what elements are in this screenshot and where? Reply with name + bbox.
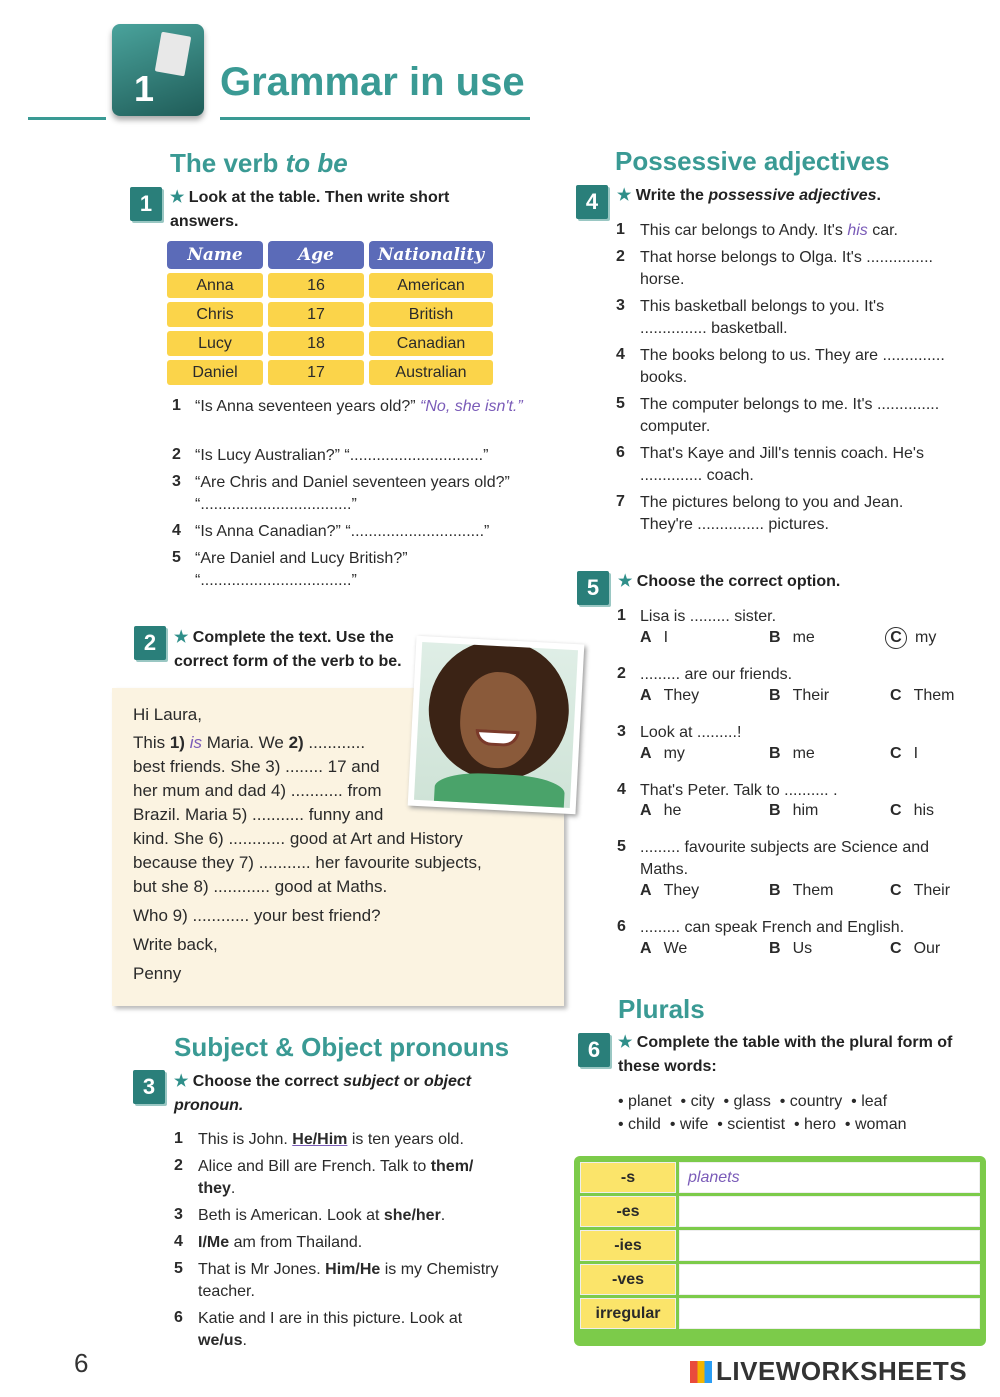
table-cell: Daniel	[167, 360, 263, 385]
exercise-2-badge: 2	[134, 626, 166, 660]
option-b[interactable]: B Us	[769, 940, 813, 957]
item-number: 1	[616, 221, 625, 238]
ex4-item-2[interactable]: That horse belongs to Olga. It's ............... horse.	[640, 249, 933, 288]
ex4-item-4[interactable]: The books belong to us. They are .............. books.	[640, 347, 945, 386]
pronoun-choice[interactable]: I/Me	[198, 1234, 230, 1251]
item-number: 3	[617, 723, 626, 740]
exercise-6-badge: 6	[578, 1033, 610, 1067]
ex5-question-3: Look at .........!	[640, 724, 742, 741]
item-number: 2	[172, 446, 181, 463]
item-number: 4	[172, 522, 181, 539]
letter-line-2[interactable]: best friends. She 3) ........ 17 and	[133, 757, 380, 776]
table-cell: 18	[268, 331, 364, 356]
sample-answer: his	[847, 222, 868, 239]
ex5-question-1: Lisa is ......... sister.	[640, 608, 777, 625]
exercise-6-instruction: ★ Complete the table with the plural form of these words:	[618, 1034, 953, 1075]
table-header: Age	[268, 241, 364, 269]
section-title-possessive: Possessive adjectives	[615, 146, 890, 176]
table-cell: 17	[268, 360, 364, 385]
option-b[interactable]: B him	[769, 802, 819, 819]
ex4-item-5[interactable]: The computer belongs to me. It's .............. computer.	[640, 396, 940, 435]
item-number: 3	[172, 473, 181, 490]
table-cell: American	[369, 273, 493, 298]
star-icon: ★	[170, 189, 189, 206]
letter-line-5[interactable]: kind. She 6) ............ good at Art and History	[133, 829, 463, 848]
table-cell: Anna	[167, 273, 263, 298]
ex1-item-4[interactable]: “Is Anna Canadian?” “..............................”	[195, 523, 490, 540]
exercise-1-instruction: ★ Look at the table. Then write short answers.	[170, 189, 450, 230]
option-c[interactable]: C Their	[890, 882, 951, 899]
ex5-question-4: That's Peter. Talk to .......... .	[640, 782, 838, 799]
star-icon: ★	[618, 1034, 637, 1051]
table-row	[580, 1230, 980, 1261]
pronoun-choice[interactable]: she/her	[383, 1207, 441, 1224]
table-cell: Lucy	[167, 331, 263, 356]
ex4-item-6[interactable]: That's Kaye and Jill's tennis coach. He's .............. coach.	[640, 445, 924, 484]
option-a[interactable]: A I	[640, 629, 669, 646]
logo-grid-icon	[690, 1361, 712, 1383]
word-list-line-1: • planet • city • glass • country • leaf	[618, 1093, 888, 1110]
option-c[interactable]: C I	[890, 745, 919, 762]
pronoun-choice[interactable]: they	[198, 1180, 231, 1197]
suffix-label: irregular	[580, 1298, 676, 1329]
ex4-item-7[interactable]: The pictures belong to you and Jean. They're ............... pictures.	[640, 494, 904, 533]
ex4-item-1: This car belongs to Andy. It's his car.	[640, 222, 898, 239]
item-number: 4	[616, 346, 625, 363]
table-cell: Chris	[167, 302, 263, 327]
ex3-item-3: Beth is American. Look at she/her.	[198, 1207, 446, 1224]
ex3-item-6: Katie and I are in this picture. Look at we/us.	[198, 1310, 463, 1349]
option-b[interactable]: B Them	[769, 882, 834, 899]
letter-greeting: Hi Laura,	[133, 705, 202, 724]
section-title-pronouns: Subject & Object pronouns	[174, 1032, 510, 1062]
letter-line-1: This 1) is Maria. We 2) ............	[133, 733, 366, 752]
ex1-item-5[interactable]: “Are Daniel and Lucy British?” “..................................”	[195, 550, 408, 589]
table-row	[167, 273, 493, 298]
option-b[interactable]: B me	[769, 629, 815, 646]
table-row	[580, 1196, 980, 1227]
item-number: 6	[617, 918, 626, 935]
unit-icon	[112, 24, 204, 116]
letter-signature: Penny	[133, 964, 182, 983]
ex3-item-5: That is Mr Jones. Him/He is my Chemistry teacher.	[198, 1261, 499, 1300]
item-number: 1	[172, 397, 181, 414]
item-number: 2	[174, 1157, 183, 1174]
section-title-plurals: Plurals	[618, 994, 705, 1024]
table-row	[167, 302, 493, 327]
table-row	[580, 1264, 980, 1295]
pronoun-choice[interactable]: them/	[430, 1158, 474, 1175]
item-number: 1	[174, 1130, 183, 1147]
exercise-3-badge: 3	[133, 1070, 165, 1104]
star-icon: ★	[618, 573, 637, 590]
option-b[interactable]: B Their	[769, 687, 830, 704]
table-cell: 16	[268, 273, 364, 298]
item-number: 4	[174, 1233, 183, 1250]
exercise-5-badge: 5	[577, 571, 609, 605]
section-title-to-be: The verb to be	[170, 148, 348, 178]
pronoun-choice[interactable]: we/us	[198, 1332, 243, 1349]
logo-text: LIVEWORKSHEETS	[716, 1356, 968, 1386]
answer-field[interactable]	[679, 1196, 980, 1227]
ex5-question-2: ......... are our friends.	[640, 666, 793, 683]
option-a[interactable]: A They	[640, 687, 700, 704]
table-cell: British	[369, 302, 493, 327]
exercise-3-instruction: ★ Choose the correct subject or object pronoun.	[174, 1073, 472, 1114]
pronoun-choice[interactable]: Him/He	[325, 1261, 381, 1278]
table-cell: Australian	[369, 360, 493, 385]
table-row	[167, 360, 493, 385]
ex1-item-2[interactable]: “Is Lucy Australian?” “..............................”	[195, 447, 489, 464]
item-number: 7	[616, 493, 625, 510]
answer-field[interactable]	[679, 1298, 980, 1329]
table-header: Nationality	[369, 241, 493, 269]
item-number: 5	[172, 549, 181, 566]
suffix-label: -ies	[580, 1230, 676, 1261]
table-cell: 17	[268, 302, 364, 327]
table-row	[580, 1162, 980, 1193]
header-line-left	[28, 117, 106, 120]
letter-line-7[interactable]: but she 8) ............ good at Maths.	[133, 877, 388, 896]
item-number: 2	[617, 665, 626, 682]
option-a[interactable]: A They	[640, 882, 700, 899]
table-row	[580, 1298, 980, 1329]
option-c[interactable]: C his	[890, 802, 935, 819]
table-row	[167, 331, 493, 356]
option-c[interactable]: C Our	[890, 940, 941, 957]
girl-photo	[408, 636, 585, 815]
document-icon	[155, 32, 191, 77]
exercise-1-badge: 1	[130, 187, 162, 221]
exercise-5-instruction: ★ Choose the correct option.	[618, 573, 841, 590]
item-number: 2	[616, 248, 625, 265]
ex3-item-4: I/Me am from Thailand.	[198, 1234, 363, 1251]
star-icon: ★	[174, 1073, 193, 1090]
item-number: 5	[617, 838, 626, 855]
ex1-item-3[interactable]: “Are Chris and Daniel seventeen years old?” “..................................”	[195, 474, 510, 513]
option-b[interactable]: B me	[769, 745, 815, 762]
suffix-label: -es	[580, 1196, 676, 1227]
item-number: 3	[174, 1206, 183, 1223]
answer-field[interactable]	[679, 1264, 980, 1295]
ex4-item-3[interactable]: This basketball belongs to you. It's ............... basketball.	[640, 298, 885, 337]
table-cell: Canadian	[369, 331, 493, 356]
sample-answer: “No, she isn't.”	[420, 398, 523, 415]
letter-line-9: Write back,	[133, 935, 218, 954]
pronoun-choice[interactable]: He/Him	[292, 1131, 348, 1148]
page-number: 6	[74, 1348, 89, 1378]
exercise-4-instruction: ★ Write the possessive adjectives.	[617, 187, 881, 204]
option-a[interactable]: A he	[640, 802, 682, 819]
letter-line-6[interactable]: because they 7) ........... her favourite subjects,	[133, 853, 482, 872]
item-number: 5	[616, 395, 625, 412]
liveworksheets-logo	[690, 1356, 967, 1387]
page-title: Grammar in use	[220, 60, 525, 104]
answer-circle: C	[885, 627, 907, 649]
exercise-4-badge: 4	[576, 185, 608, 219]
header-line-right	[220, 117, 530, 120]
star-icon: ★	[617, 187, 636, 204]
star-icon: ★	[174, 629, 193, 646]
ex3-item-2: Alice and Bill are French. Talk to them/ they.	[198, 1158, 474, 1197]
letter-line-4[interactable]: Brazil. Maria 5) ........... funny and	[133, 805, 384, 824]
exercise-2-instruction: ★ Complete the text. Use the correct form of the verb to be.	[174, 629, 402, 670]
shirt-shape	[433, 771, 565, 808]
ex1-item-1: “Is Anna seventeen years old?” “No, she isn't.”	[195, 398, 523, 415]
ex5-question-6: ......... can speak French and English.	[640, 919, 905, 936]
suffix-label: -s	[580, 1162, 676, 1193]
unit-number: 1	[134, 68, 155, 109]
option-c-circled[interactable]: C my	[885, 627, 936, 649]
answer-field[interactable]: planets	[679, 1162, 980, 1193]
option-a[interactable]: A We	[640, 940, 688, 957]
item-number: 3	[616, 297, 625, 314]
letter-line-3[interactable]: her mum and dad 4) ........... from	[133, 781, 382, 800]
item-number: 6	[174, 1309, 183, 1326]
option-a[interactable]: A my	[640, 745, 685, 762]
option-c[interactable]: C Them	[890, 687, 955, 704]
item-number: 1	[617, 607, 626, 624]
item-number: 5	[174, 1260, 183, 1277]
table-header: Name	[167, 241, 263, 269]
suffix-label: -ves	[580, 1264, 676, 1295]
item-number: 6	[616, 444, 625, 461]
answer-field[interactable]	[679, 1230, 980, 1261]
word-list-line-2: • child • wife • scientist • hero • woman	[618, 1116, 907, 1133]
people-table	[162, 237, 498, 389]
item-number: 4	[617, 781, 626, 798]
letter-line-8[interactable]: Who 9) ............ your best friend?	[133, 906, 381, 925]
ex5-question-5: ......... favourite subjects are Science and Maths.	[640, 839, 930, 878]
ex3-item-1: This is John. He/Him is ten years old.	[198, 1131, 464, 1148]
plurals-table	[574, 1156, 986, 1346]
